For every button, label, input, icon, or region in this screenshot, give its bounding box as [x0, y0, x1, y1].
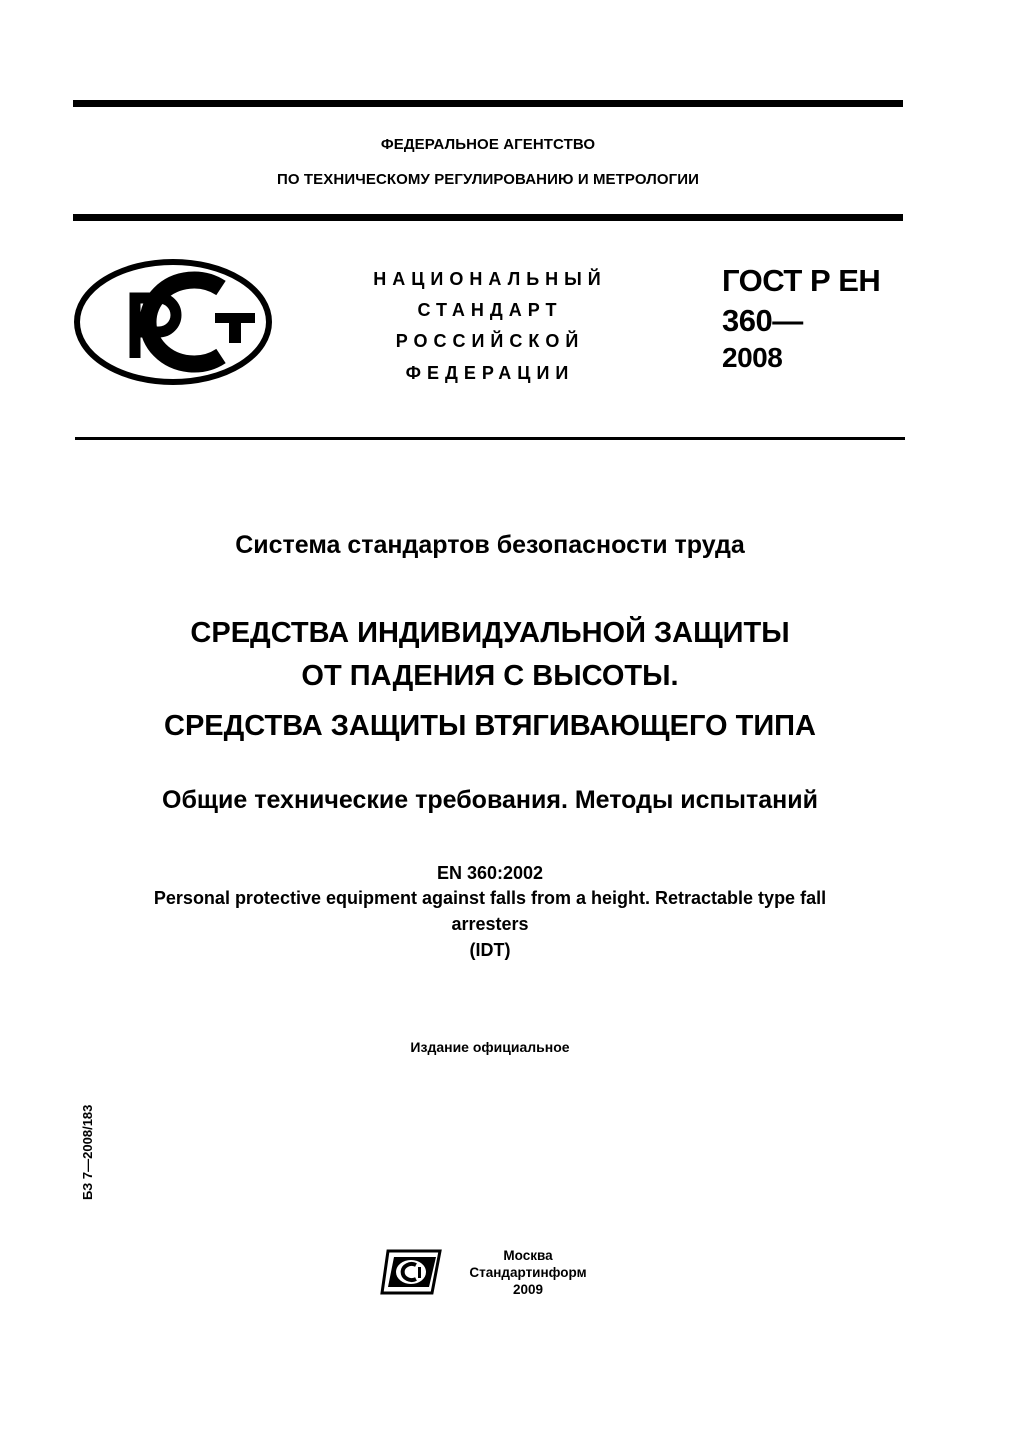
agency-line-1: ФЕДЕРАЛЬНОЕ АГЕНТСТВО	[380, 136, 596, 153]
agency-bottom-rule	[73, 214, 903, 221]
standartinform-logo-icon	[380, 1247, 444, 1297]
en-title-line-2: arresters	[451, 914, 529, 934]
side-code: БЗ 7—2008/183	[80, 1104, 95, 1200]
en-code: EN 360:2002	[436, 863, 544, 883]
series-title: Система стандартов безопасности труда	[235, 531, 745, 559]
publisher-city: Москва	[503, 1248, 553, 1263]
main-title-line-2: ОТ ПАДЕНИЯ С ВЫСОТЫ.	[301, 660, 679, 692]
national-standard-line-3: РОССИЙСКОЙ	[395, 331, 585, 351]
main-title-line-1: СРЕДСТВА ИНДИВИДУАЛЬНОЙ ЗАЩИТЫ	[190, 617, 790, 649]
designation-line-3: 2008	[722, 342, 783, 373]
designation-line-1: ГОСТ Р ЕН	[722, 263, 881, 298]
agency-line-2: ПО ТЕХНИЧЕСКОМУ РЕГУЛИРОВАНИЮ И МЕТРОЛОГИИ	[277, 171, 699, 188]
edition-label: Издание официальное	[410, 1039, 570, 1055]
en-title-line-1: Personal protective equipment against falls from a height. Retractable type fall	[153, 888, 827, 908]
publisher-year: 2009	[512, 1282, 544, 1297]
national-standard-line-1: НАЦИОНАЛЬНЫЙ	[373, 269, 607, 289]
header-bottom-rule	[75, 437, 905, 440]
en-identity: (IDT)	[469, 940, 511, 960]
subtitle: Общие технические требования. Методы испытаний	[162, 786, 818, 814]
top-rule	[73, 100, 903, 107]
designation-line-2: 360—	[722, 303, 803, 338]
national-standard-line-2: СТАНДАРТ	[417, 300, 563, 320]
national-standard-line-4: ФЕДЕРАЦИИ	[405, 363, 575, 383]
rst-certification-mark-icon	[73, 258, 273, 386]
main-title-line-3: СРЕДСТВА ЗАЩИТЫ ВТЯГИВАЮЩЕГО ТИПА	[164, 710, 816, 742]
publisher-name: Стандартинформ	[469, 1265, 587, 1280]
